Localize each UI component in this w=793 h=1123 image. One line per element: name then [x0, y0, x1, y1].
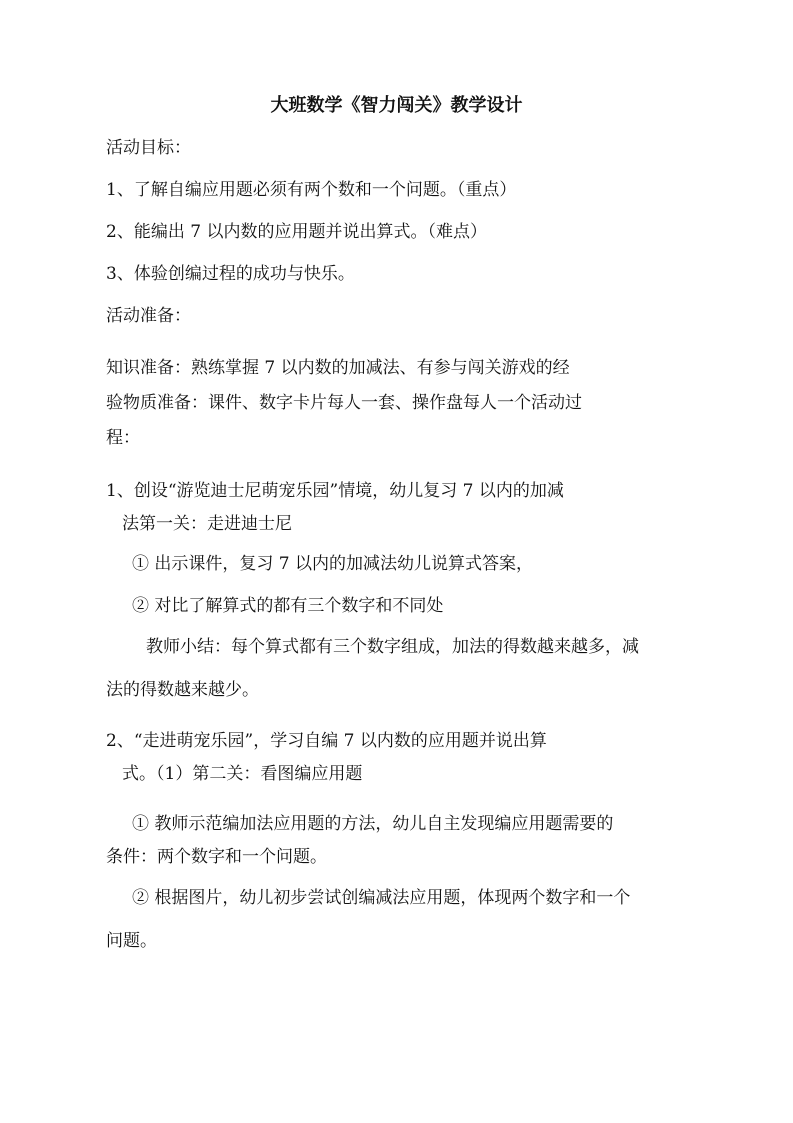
step2-item: ① 教师示范编加法应用题的方法，幼儿自主发现编应用题需要的 [132, 814, 614, 834]
step1-summary: 法的得数越来越少。 [106, 680, 259, 700]
prep-line: 程： [106, 428, 140, 448]
goal-item: 2、能编出 7 以内数的应用题并说出算式。（难点） [106, 222, 487, 242]
step2-item: 条件：两个数字和一个问题。 [106, 847, 327, 867]
document-title: 大班数学《智力闯关》教学设计 [270, 95, 523, 116]
step1-summary: 教师小结：每个算式都有三个数字组成，加法的得数越来越多，减 [146, 637, 639, 657]
goals-heading: 活动目标： [106, 138, 191, 158]
prep-line: 验物质准备：课件、数字卡片每人一套、操作盘每人一个活动过 [106, 393, 582, 413]
step2-item: 问题。 [106, 931, 157, 951]
step1-item: ① 出示课件，复习 7 以内的加减法幼儿说算式答案， [132, 554, 534, 574]
goal-item: 1、了解自编应用题必须有两个数和一个问题。（重点） [106, 180, 517, 200]
goal-item: 3、体验创编过程的成功与快乐。 [106, 264, 355, 284]
prep-heading: 活动准备： [106, 306, 191, 326]
step1-line: 1、创设“游览迪士尼萌宠乐园”情境，幼儿复习 7 以内的加减 [106, 481, 564, 501]
step1-item: ② 对比了解算式的都有三个数字和不同处 [132, 596, 444, 616]
prep-line: 知识准备：熟练掌握 7 以内数的加减法、有参与闯关游戏的经 [106, 358, 570, 378]
step2-item: ② 根据图片，幼儿初步尝试创编减法应用题，体现两个数字和一个 [132, 888, 631, 908]
step2-line: 2、“走进萌宠乐园”，学习自编 7 以内数的应用题并说出算 [106, 731, 547, 751]
step2-line: 式。（1）第二关：看图编应用题 [122, 764, 363, 784]
step1-line: 法第一关：走进迪士尼 [122, 514, 292, 534]
